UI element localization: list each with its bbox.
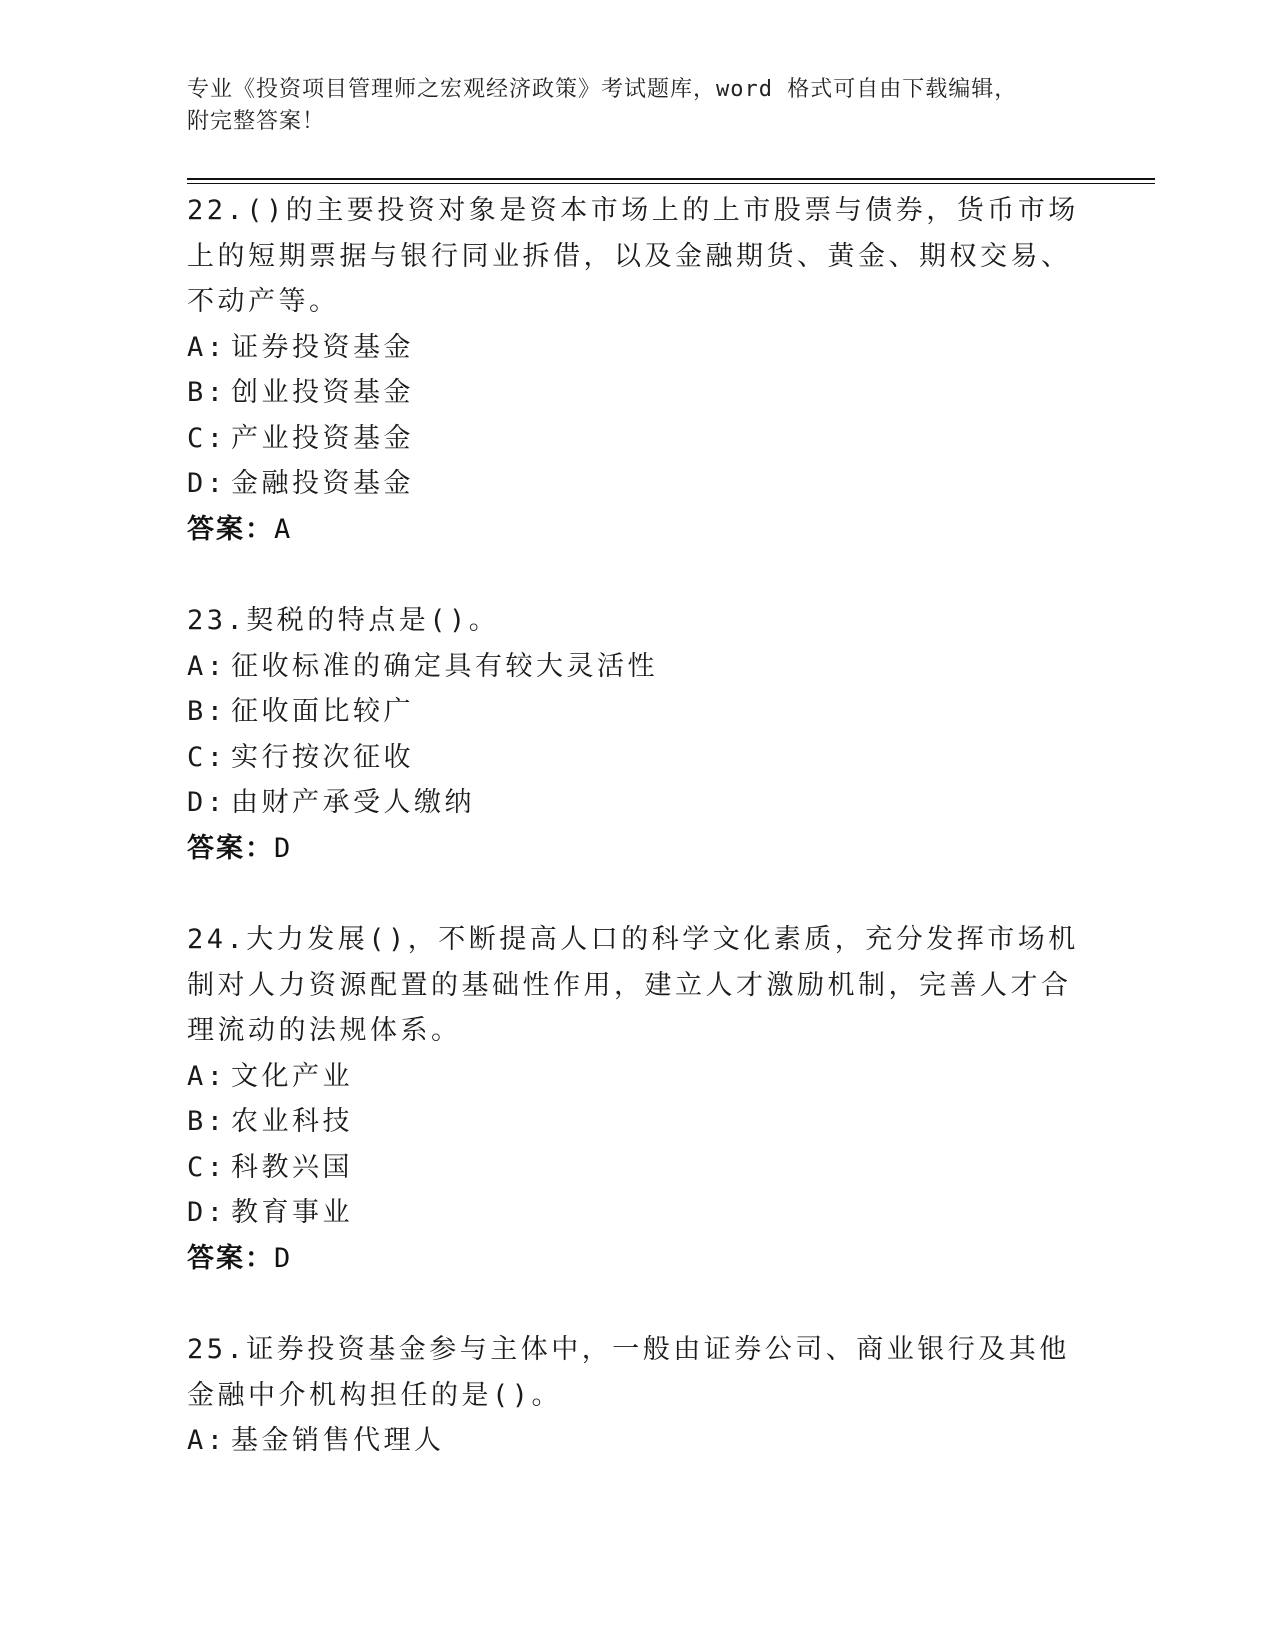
option-a [187,644,1087,690]
question-22 [187,188,1087,552]
option-a [187,1418,1087,1464]
option-d [187,780,1087,826]
option-b [187,689,1087,735]
option-c [187,416,1087,462]
option-letter: C: [187,741,227,773]
option-text: 由财产承受人缴纳 [231,787,475,818]
question-stem [187,598,1087,644]
option-text: 科教兴国 [231,1151,353,1183]
option-text: 证券投资基金 [231,331,414,363]
option-b [187,1099,1087,1145]
question-number: 24. [187,924,247,955]
answer-value: A [274,513,293,545]
option-text: 金融投资基金 [231,468,414,499]
option-a [187,1054,1087,1100]
option-letter: B: [187,1106,227,1137]
option-letter: C: [187,422,227,454]
answer-line [187,1236,1087,1282]
option-d [187,1190,1087,1236]
answer-line [187,507,1087,553]
option-text: 征收标准的确定具有较大灵活性 [231,650,658,682]
option-c [187,1145,1087,1191]
option-text: 农业科技 [231,1106,353,1137]
header-divider-thin [187,183,1155,184]
answer-line [187,826,1087,872]
question-number: 22. [187,195,247,226]
option-letter: C: [187,1151,227,1183]
option-b [187,370,1087,416]
option-letter: A: [187,1425,227,1456]
question-stem [187,917,1087,1054]
question-number: 23. [187,605,247,636]
option-d [187,461,1087,507]
answer-value: D [274,1242,293,1274]
answer-label: 答案： [187,513,274,545]
option-letter: D: [187,787,227,818]
answer-label: 答案： [187,1242,274,1274]
header-intro-line-2: 附完整答案！ [187,109,326,134]
option-letter: B: [187,696,227,727]
document-header [187,74,1087,138]
question-text: 证券投资基金参与主体中，一般由证券公司、商业银行及其他金融中介机构担任的是()。 [187,1334,1070,1411]
option-letter: D: [187,468,227,499]
question-25 [187,1327,1087,1464]
option-text: 创业投资基金 [231,377,414,408]
question-stem [187,188,1087,325]
option-text: 征收面比较广 [231,696,414,727]
question-text: 契税的特点是()。 [246,605,500,636]
answer-value: D [274,832,293,864]
option-a [187,325,1087,371]
option-c [187,735,1087,781]
question-text: 大力发展()，不断提高人口的科学文化素质，充分发挥市场机制对人力资源配置的基础性作用，建立人才激励机制，完善人才合理流动的法规体系。 [187,924,1079,1046]
option-letter: A: [187,650,227,682]
answer-label: 答案： [187,832,274,864]
header-divider-thick [187,178,1155,180]
header-intro-line-1: 专业《投资项目管理师之宏观经济政策》考试题库，word 格式可自由下载编辑， [187,77,1018,102]
option-text: 实行按次征收 [231,741,414,773]
question-24 [187,917,1087,1281]
option-text: 教育事业 [231,1197,353,1228]
option-letter: A: [187,1060,227,1092]
question-number: 25. [187,1334,247,1365]
option-text: 基金销售代理人 [231,1425,445,1456]
option-text: 产业投资基金 [231,422,414,454]
question-23 [187,598,1087,871]
option-letter: B: [187,377,227,408]
option-text: 文化产业 [231,1060,353,1092]
question-text: ()的主要投资对象是资本市场上的上市股票与债券，货币市场上的短期票据与银行同业拆借，以及金融期货、黄金、期权交易、不动产等。 [187,195,1079,317]
question-stem [187,1327,1087,1418]
option-letter: A: [187,331,227,363]
option-letter: D: [187,1197,227,1228]
question-list [187,188,1087,1510]
